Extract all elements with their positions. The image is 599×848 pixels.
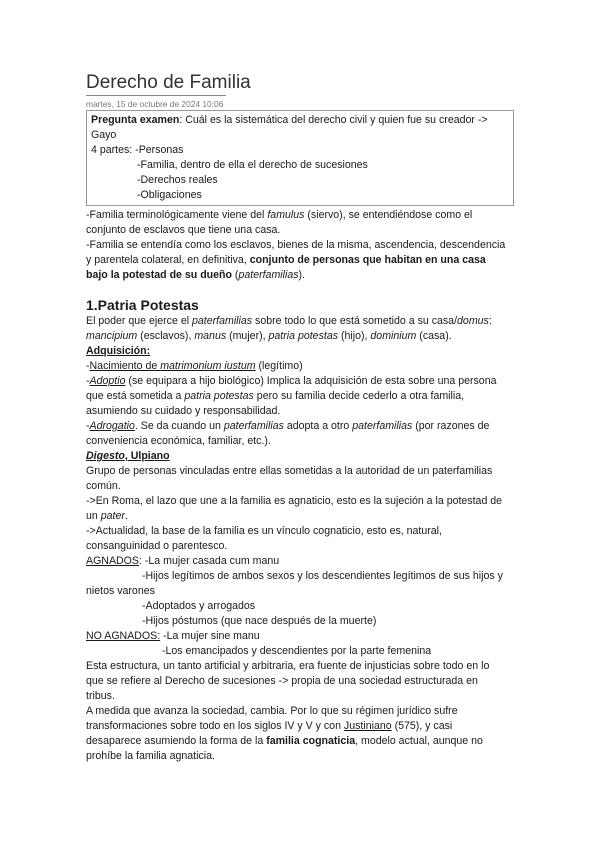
question-label: Pregunta examen [91,114,180,126]
text-line: consanguinidad o parentesco. [86,540,228,552]
text-line: común. [86,480,121,492]
page-title: Derecho de Familia [86,72,251,93]
part-familia: -Familia, dentro de ella el derecho de sucesiones [137,159,368,171]
text-line: mancipium (esclavos), manus (mujer), patria potestas (hijo), dominium (casa). [86,330,452,342]
intro-line: bajo la potestad de su dueño (paterfamilias). [86,269,306,281]
text-line: desaparece asumiendo la forma de la familia cognaticia, modelo actual, aunque no [86,735,483,747]
text-line: tribus. [86,690,115,702]
section-patria-potestas [86,297,516,764]
text-line: asumiendo su cuidado y responsabilidad. [86,405,281,417]
no-agnados-item: -Los emancipados y descendientes por la parte femenina [162,645,432,657]
text-line: nietos varones [86,585,155,597]
text-line: -Adoptio (se equipara a hijo biológico) Implica la adquisición de esta sobre una persona [86,375,497,387]
no-agnados-line: NO AGNADOS: -La mujer sine manu [86,630,260,642]
exam-question-box [86,110,514,206]
intro-line: y parentela colateral, en definitiva, conjunto de personas que habitan en una casa [86,254,486,266]
text-line: Grupo de personas vinculadas entre ellas sometidas a la autoridad de un paterfamilias [86,465,493,477]
text-line: que se refiere al Derecho de sucesiones -> propia de una sociedad estructurada en [86,675,478,687]
intro-line: conjunto de esclavos que tiene una casa. [86,224,281,236]
text-line: que está sometida a patria potestas pero su familia decide cederlo a otra familia, [86,390,465,402]
question-line [91,113,509,128]
title-underline [86,95,226,96]
parts-line: 4 partes: -Personas [91,144,184,156]
text-line: A medida que avanza la sociedad, cambia. Por lo que su régimen jurídico sufre [86,705,458,717]
question-text: : Cuál es la sistemática del derecho civil y quien fue su creador -> [179,114,488,126]
text-line: un pater. [86,510,128,522]
agnados-label: AGNADOS [86,555,139,567]
digesto-heading: Digesto, Ulpiano [86,450,170,462]
text-line: prohíbe la familia agnaticia. [86,750,215,762]
no-agnados-label: NO AGNADOS: [86,630,161,642]
agnados-line: AGNADOS: -La mujer casada cum manu [86,555,280,567]
note-date: martes, 15 de octubre de 2024 10:06 [86,99,224,109]
answer-line: Gayo [91,129,117,141]
section-heading: 1.Patria Potestas [86,297,199,313]
text-line: -Adrogatio. Se da cuando un paterfamilias adopta a otro paterfamilias (por razones de [86,420,490,432]
agnados-item: -Hijos legítimos de ambos sexos y los descendientes legítimos de sus hijos y [142,570,503,582]
text-line: conveniencia económica, familiar, etc.). [86,435,271,447]
text-line: Esta estructura, un tanto artificial y arbitraria, era fuente de injusticias sobre todo en lo [86,660,490,672]
text-line: ->En Roma, el lazo que une a la familia es agnaticio, esto es la sujeción a la potestad de [86,495,503,507]
intro-paragraphs [86,208,516,283]
agnados-item: -Adoptados y arrogados [142,600,256,612]
text-line: ->Actualidad, la base de la familia es un vínculo cognaticio, esto es, natural, [86,525,442,537]
adquisicion-heading: Adquisición: [86,345,151,357]
text-line: El poder que ejerce el paterfamilias sobre todo lo que está sometido a su casa/domus: [86,315,492,327]
intro-line: -Familia terminológicamente viene del famulus (siervo), se entendiéndose como el [86,209,473,221]
agnados-item: -Hijos póstumos (que nace después de la muerte) [142,615,377,627]
part-obligaciones: -Obligaciones [137,189,202,201]
intro-line: -Familia se entendía como los esclavos, bienes de la misma, ascendencia, descendencia [86,239,506,251]
text-line: -Nacimiento de matrimonium iustum (legítimo) [86,360,303,372]
text-line: transformaciones sobre todo en los siglos IV y V y con Justiniano (575), y casi [86,720,453,732]
part-derechos-reales: -Derechos reales [137,174,218,186]
